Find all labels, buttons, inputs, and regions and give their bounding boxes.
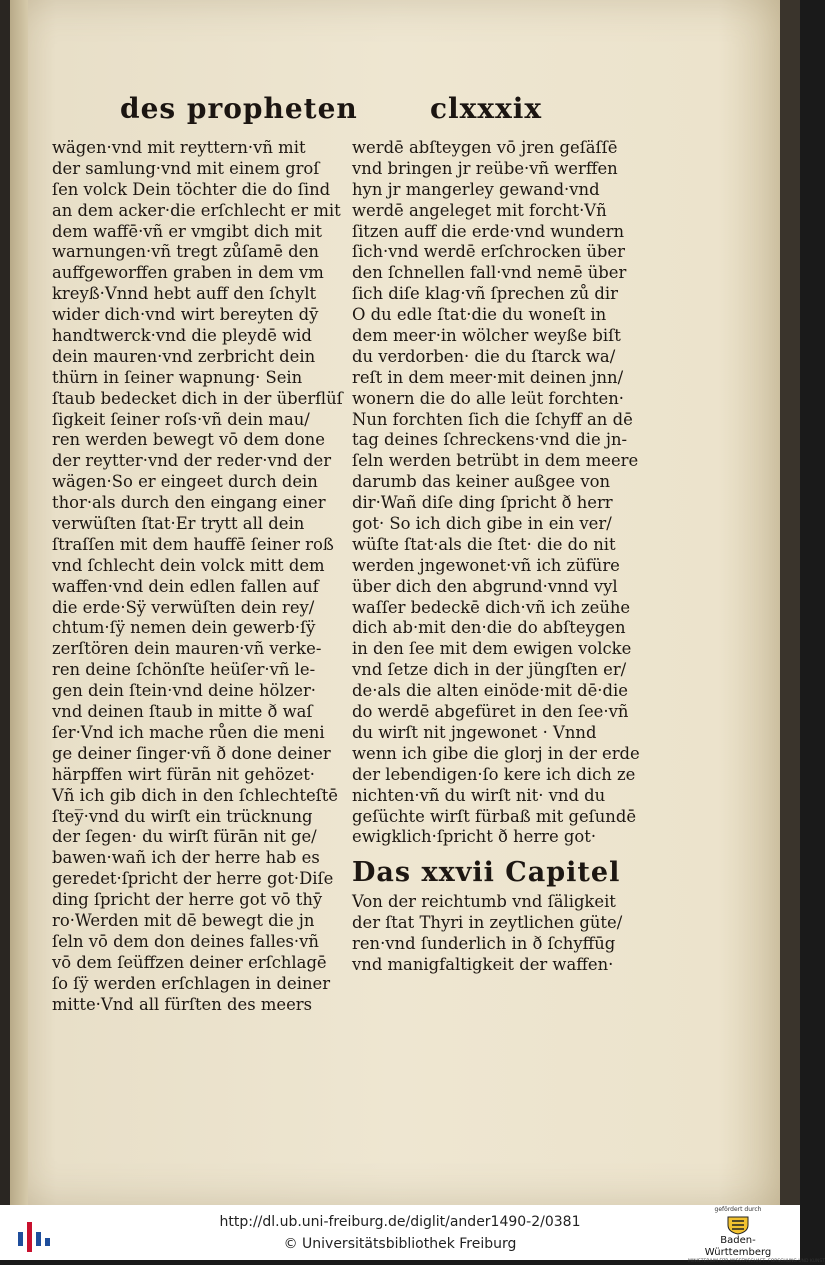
page-binding-shadow: [10, 0, 28, 1205]
text-line: ſtraſſen mit dem hauffē ſeiner roß: [52, 534, 334, 554]
text-line: mitte·Vnd all fürſten des meers: [52, 994, 313, 1014]
text-line: auffgeworffen graben in dem vm: [52, 263, 324, 283]
text-line: got· So ich dich gibe in ein ver/: [352, 514, 612, 534]
text-line: ſich·vnd werdē erſchrocken über: [352, 242, 625, 262]
text-line: bawen·wañ ich der herre hab es: [52, 848, 320, 868]
chapter-summary-line: Von der reichtumb vnd ſäligkeit: [352, 892, 616, 912]
permalink-url[interactable]: http://dl.ub.uni-freiburg.de/diglit/ander1490-2/0381: [219, 1214, 581, 1230]
text-line: verwüſten ſtat·Er trytt all dein: [52, 514, 305, 534]
scan-right-edge: [780, 0, 800, 1205]
text-line: wonern die do alle leüt forchten·: [352, 388, 624, 408]
text-line: ewigklich·ſpricht ð herre got·: [352, 827, 597, 847]
text-line: der samlung·vnd mit einem groſ: [52, 158, 320, 178]
text-line: warnungen·vñ tregt zůſamē den: [52, 242, 319, 262]
text-line: der lebendigen·ſo kere ich dich ze: [352, 764, 636, 784]
text-line: ro·Werden mit dē bewegt die jn: [52, 910, 315, 930]
sponsor-name: Baden-Württemberg: [704, 1235, 772, 1258]
text-line: an dem acker·die erſchlecht er mit: [52, 200, 341, 220]
chapter-summary-line: vnd manigfaltigkeit der waffen·: [352, 954, 614, 974]
text-line: darumb das keiner außgee von: [352, 472, 611, 492]
text-line: die erde·Sÿ verwüſten dein rey/: [52, 597, 315, 617]
text-line: ſich diſe klag·vñ ſprechen zů dir: [352, 284, 618, 304]
text-line: ſtaub bedecket dich in der überflüſ: [52, 388, 343, 408]
text-line: dir·Wañ diſe ding ſpricht ð herr: [352, 493, 613, 513]
text-line: wägen·vnd mit reyttern·vñ mit: [52, 138, 306, 157]
text-line: wider dich·vnd wirt bereyten dȳ: [52, 305, 319, 325]
text-line: werden jngewonet·vñ ich züfüre: [352, 555, 620, 575]
sponsor-logo[interactable]: [688, 1206, 825, 1264]
text-line: wenn ich gibe die glorj in der erde: [352, 743, 640, 763]
text-line: geſüchte wirſt fürbaß mit geſundē: [352, 806, 637, 826]
text-line: thürn in ſeiner wapnung· Sein: [52, 367, 303, 387]
text-line: ſtey̅·vnd du wirſt ein trücknung: [52, 806, 313, 826]
text-line: ſen volck Dein töchter die do ſind: [52, 179, 331, 199]
copyright-notice: © Universitätsbibliothek Freiburg: [283, 1236, 517, 1252]
text-line: do werdē abgefüret in den ſee·vñ: [352, 702, 629, 722]
text-line: zerſtören dein mauren·vñ verke-: [52, 639, 322, 659]
text-line: chtum·ſÿ nemen dein gewerb·ſÿ: [52, 618, 316, 638]
text-line: ſeln werden betrübt in dem meere: [352, 451, 639, 471]
text-line: du verdorben· die du ſtarck wa/: [352, 346, 616, 366]
sponsor-caption: gefördert durch: [714, 1206, 762, 1213]
folio-number: clxxxix: [430, 92, 543, 125]
text-line: reſt in dem meer·mit deinen jnn/: [352, 367, 624, 387]
text-line: ding ſpricht der herre got vō thȳ: [52, 890, 323, 910]
text-line: dich ab·mit den·die do abſteygen: [352, 618, 626, 638]
text-line: waſſer bedeckē dich·vñ ich zeühe: [352, 597, 631, 617]
text-line: handtwerck·vnd die pleydē wid: [52, 326, 312, 346]
text-line: vnd ſchlecht dein volck mitt dem: [52, 555, 325, 575]
text-line: ſigkeit ſeiner roſs·vñ dein mau/: [52, 409, 310, 429]
text-line: vō dem ſeüffzen deiner erſchlagē: [52, 952, 327, 972]
text-line: ſeln vō dem don deines falles·vñ: [52, 931, 319, 951]
text-column-right: [352, 138, 640, 976]
text-line: du wirſt nit jngewonet · Vnnd: [352, 722, 597, 742]
text-line: Nun forchten ſich die ſchyff an dē: [352, 409, 633, 429]
text-line: gen dein ſtein·vnd deine hölzer·: [52, 681, 316, 701]
coat-of-arms-icon: [724, 1215, 752, 1235]
text-line: vnd bringen jr reübe·vñ werffen: [352, 158, 618, 178]
text-line: härpffen wirt fürān nit gehözet·: [52, 764, 316, 784]
text-line: tag deines ſchreckens·vnd die jn-: [352, 430, 628, 450]
text-line: O du edle ſtat·die du woneſt in: [352, 305, 607, 325]
text-line: kreyß·Vnnd hebt auff den ſchylt: [52, 284, 317, 304]
text-line: werdē angeleget mit forcht·Vñ: [352, 200, 607, 220]
text-line: de·als die alten einöde·mit dē·die: [352, 681, 628, 701]
text-line: der ſegen· du wirſt fürān nit ge/: [52, 827, 317, 847]
text-line: waffen·vnd dein edlen fallen auf: [52, 576, 319, 596]
text-line: thor·als durch den eingang einer: [52, 493, 326, 513]
chapter-summary-line: ren·vnd ſunderlich in ð ſchyffūg: [352, 934, 616, 954]
text-line: dem meer·in wölcher weyße biſt: [352, 326, 621, 346]
text-line: in den ſee mit dem ewigen volcke: [352, 639, 632, 659]
text-line: der reytter·vnd der reder·vnd der: [52, 451, 332, 471]
sponsor-ministry: MINISTERIUM FÜR WISSENSCHAFT, FORSCHUNG UND KUNST: [688, 1259, 825, 1264]
running-head-left: des propheten: [120, 92, 358, 125]
text-line: ſo ſÿ werden erſchlagen in deiner: [52, 973, 331, 993]
text-line: vnd deinen ſtaub in mitte ð waſ: [52, 702, 313, 722]
text-line: dein mauren·vnd zerbricht dein: [52, 346, 316, 366]
text-line: werdē abſteygen vō jren geſäſſē: [352, 138, 618, 157]
text-line: ren werden bewegt vō dem done: [52, 430, 325, 450]
text-line: ge deiner ſinger·vñ ð done deiner: [52, 743, 331, 763]
text-line: Vñ ich gib dich in den ſchlechteſtē: [52, 785, 338, 805]
text-column-left: [52, 138, 342, 1015]
chapter-summary-line: der ſtat Thyri in zeytlichen güte/: [352, 913, 623, 933]
text-line: ren deine ſchönſte heüſer·vñ le-: [52, 660, 316, 680]
text-line: ſer·Vnd ich mache růen die meni: [52, 722, 325, 742]
text-line: geredet·ſpricht der herre got·Diſe: [52, 869, 334, 889]
chapter-heading: Das xxvii Capitel: [352, 857, 621, 889]
text-line: vnd ſetze dich in der jüngſten er/: [352, 660, 627, 680]
text-line: dem waffē·vñ er vmgibt dich mit: [52, 221, 322, 241]
text-line: wüſte ſtat·als die ſtet· die do nit: [352, 534, 616, 554]
text-line: wägen·So er eingeet durch dein: [52, 472, 318, 492]
text-line: ſitzen auff die erde·vnd wundern: [352, 221, 625, 241]
text-line: nichten·vñ du wirſt nit· vnd du: [352, 785, 606, 805]
text-line: hyn jr mangerley gewand·vnd: [352, 179, 600, 199]
text-line: über dich den abgrund·vnnd vyl: [352, 576, 618, 596]
text-line: den ſchnellen fall·vnd nemē über: [352, 263, 627, 283]
